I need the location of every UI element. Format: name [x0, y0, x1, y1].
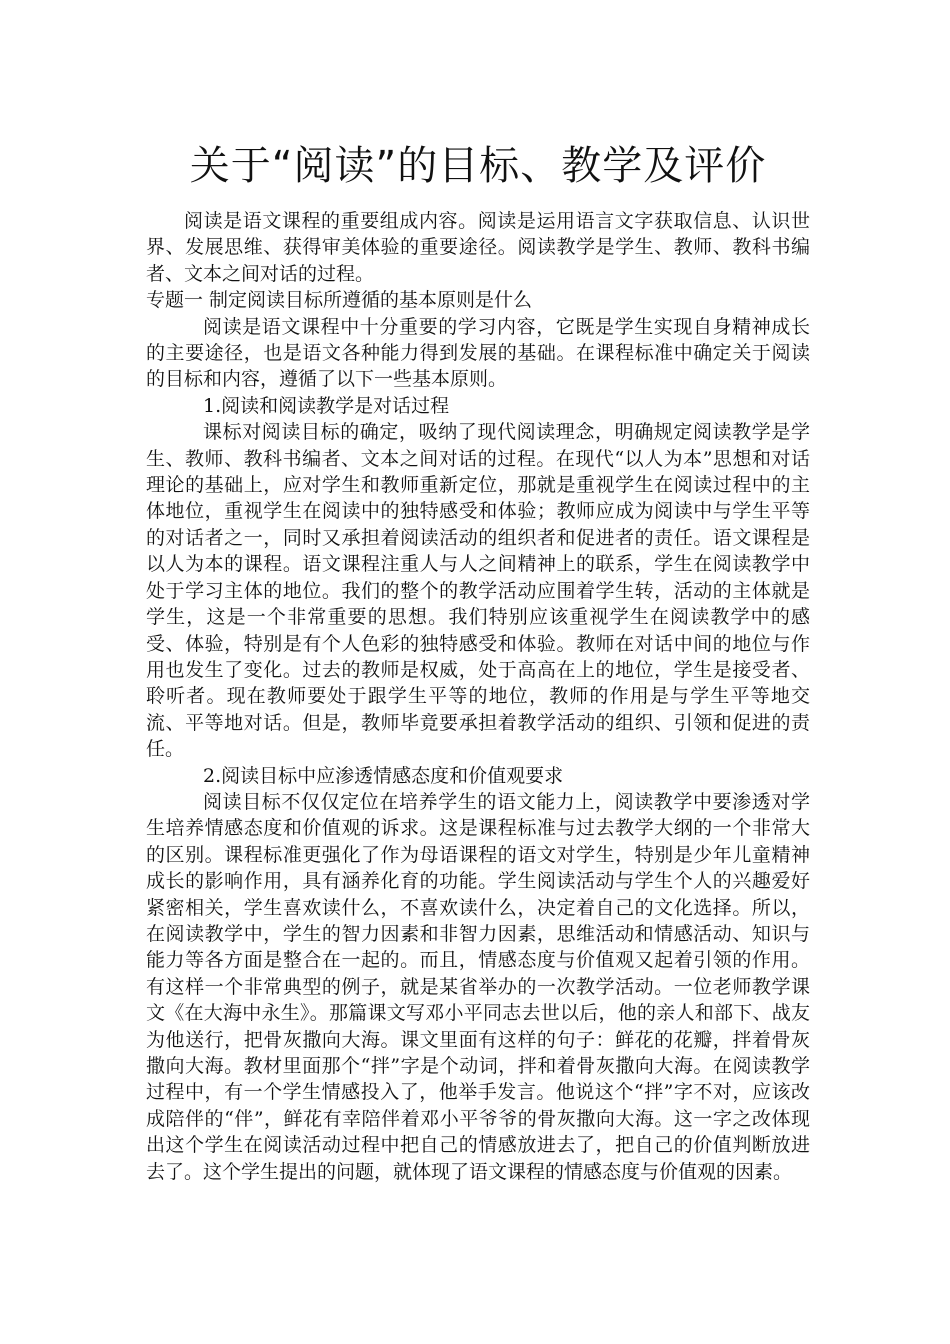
principle2-heading: 2.阅读目标中应渗透情感态度和价值观要求	[203, 764, 564, 787]
document-page	[146, 138, 810, 1185]
topic1-heading: 专题一 制定阅读目标所遵循的基本原则是什么	[146, 289, 533, 312]
principle1-body-paragraph: 课标对阅读目标的确定，吸纳了现代阅读理念，明确规定阅读教学是学生、教师、教科书编者、文本之间对话的过程。在现代“以人为本”思想和对话理论的基础上，应对学生和教师重新定位，那就是重视学生在阅读过程中的主体地位，重视学生在阅读中的独特感受和体验；教师应成为阅读中与学生平等的对话者之一，同时又承担着阅读活动的组织者和促进者的责任。语文课程是以人为本的课程。语文课程注重人与人之间精神上的联系，学生在阅读教学中处于学习主体的地位。我们的整个的教学活动应围着学生转，活动的主体就是学生，这是一个非常重要的思想。我们特别应该重视学生在阅读教学中的感受、体验，特别是有个人色彩的独特感受和体验。教师在对话中间的地位与作用也发生了变化。过去的教师是权威，处于高高在上的地位，学生是接受者、聆听者。现在教师要处于跟学生平等的地位，教师的作用是与学生平等地交流、平等地对话。但是，教师毕竟要承担着教学活动的组织、引领和促进的责任。	[146, 421, 810, 761]
principle2-body-paragraph: 阅读目标不仅仅定位在培养学生的语文能力上，阅读教学中要渗透对学生培养情感态度和价值观的诉求。这是课程标准与过去教学大纲的一个非常大的区别。课程标准更强化了作为母语课程的语文对学生，特别是少年儿童精神成长的影响作用，具有涵养化育的功能。学生阅读活动与学生个人的兴趣爱好紧密相关，学生喜欢读什么，不喜欢读什么，决定着自己的文化选择。所以，在阅读教学中，学生的智力因素和非智力因素，思维活动和情感活动、知识与能力等各方面是整合在一起的。而且，情感态度与价值观又起着引领的作用。有这样一个非常典型的例子，就是某省举办的一次教学活动。一位老师教学课文《在大海中永生》。那篇课文写邓小平同志去世以后，他的亲人和部下、战友为他送行，把骨灰撒向大海。课文里面有这样的句子：鲜花的花瓣，拌着骨灰撒向大海。教材里面那个“拌”字是个动词，拌和着骨灰撒向大海。在阅读教学过程中，有一个学生情感投入了，他举手发言。他说这个“拌”字不对，应该改成陪伴的“伴”，鲜花有幸陪伴着邓小平爷爷的骨灰撒向大海。这一字之改体现出这个学生在阅读活动过程中把自己的情感放进去了，把自己的价值判断放进去了。这个学生提出的问题，就体现了语文课程的情感态度与价值观的因素。	[146, 790, 810, 1183]
intro-paragraph: 阅读是语文课程的重要组成内容。阅读是运用语言文字获取信息、认识世界、发展思维、获得审美体验的重要途径。阅读教学是学生、教师、教科书编者、文本之间对话的过程。	[146, 210, 810, 285]
document-title: 关于“阅读”的目标、教学及评价	[189, 143, 767, 189]
topic1-intro-paragraph: 阅读是语文课程中十分重要的学习内容，它既是学生实现自身精神成长的主要途径，也是语文各种能力得到发展的基础。在课程标准中确定关于阅读的目标和内容，遵循了以下一些基本原则。	[146, 315, 810, 391]
principle1-heading: 1.阅读和阅读教学是对话过程	[203, 394, 450, 417]
